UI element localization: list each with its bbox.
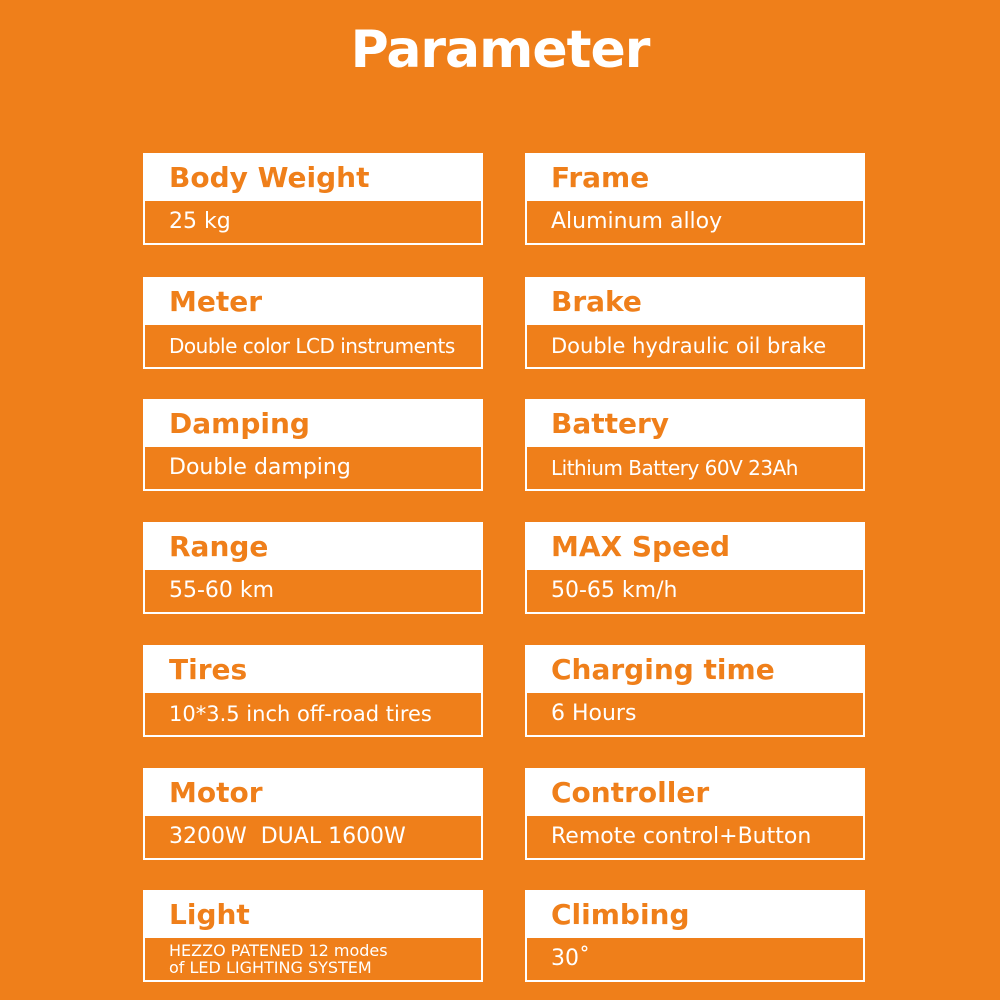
param-card-motor bbox=[143, 768, 483, 860]
param-label: Light bbox=[145, 892, 481, 938]
param-value: Remote control+Button bbox=[551, 824, 812, 849]
param-card-charging-time bbox=[525, 645, 865, 737]
param-value: Double hydraulic oil brake bbox=[551, 334, 827, 358]
param-card-max-speed bbox=[525, 522, 865, 614]
param-label: Tires bbox=[145, 647, 481, 693]
param-label: Battery bbox=[527, 401, 863, 447]
param-value: Aluminum alloy bbox=[551, 209, 723, 234]
param-value: 10*3.5 inch off-road tires bbox=[169, 702, 432, 726]
param-label: Frame bbox=[527, 155, 863, 201]
param-card-battery bbox=[525, 399, 865, 491]
param-card-climbing bbox=[525, 890, 865, 982]
param-value: 25 kg bbox=[169, 209, 231, 234]
param-value: Double damping bbox=[169, 455, 351, 480]
param-value-line: HEZZO PATENED 12 modes bbox=[169, 941, 388, 960]
page-title: Parameter bbox=[350, 20, 650, 80]
param-card-frame bbox=[525, 153, 865, 245]
param-label: Climbing bbox=[527, 892, 863, 938]
param-value: 3200W DUAL 1600W bbox=[169, 824, 406, 849]
param-label: Damping bbox=[145, 401, 481, 447]
param-value: 6 Hours bbox=[551, 701, 637, 726]
param-card-range bbox=[143, 522, 483, 614]
param-value: 50-65 km/h bbox=[551, 578, 678, 603]
param-value: Lithium Battery 60V 23Ah bbox=[551, 456, 798, 480]
param-value: Double color LCD instruments bbox=[169, 334, 455, 358]
param-card-controller bbox=[525, 768, 865, 860]
param-label: Motor bbox=[145, 770, 481, 816]
param-value: 30˚ bbox=[551, 946, 590, 971]
param-card-brake bbox=[525, 277, 865, 369]
param-card-body-weight bbox=[143, 153, 483, 245]
param-label: Meter bbox=[145, 279, 481, 325]
param-value: 55-60 km bbox=[169, 578, 275, 603]
param-label: Charging time bbox=[527, 647, 863, 693]
param-label: Body Weight bbox=[145, 155, 481, 201]
param-card-light bbox=[143, 890, 483, 982]
param-label: MAX Speed bbox=[527, 524, 863, 570]
param-value bbox=[145, 938, 481, 984]
param-label: Range bbox=[145, 524, 481, 570]
param-label: Brake bbox=[527, 279, 863, 325]
param-card-tires bbox=[143, 645, 483, 737]
param-card-meter bbox=[143, 277, 483, 369]
param-label: Controller bbox=[527, 770, 863, 816]
param-card-damping bbox=[143, 399, 483, 491]
param-value-line: of LED LIGHTING SYSTEM bbox=[169, 958, 372, 977]
